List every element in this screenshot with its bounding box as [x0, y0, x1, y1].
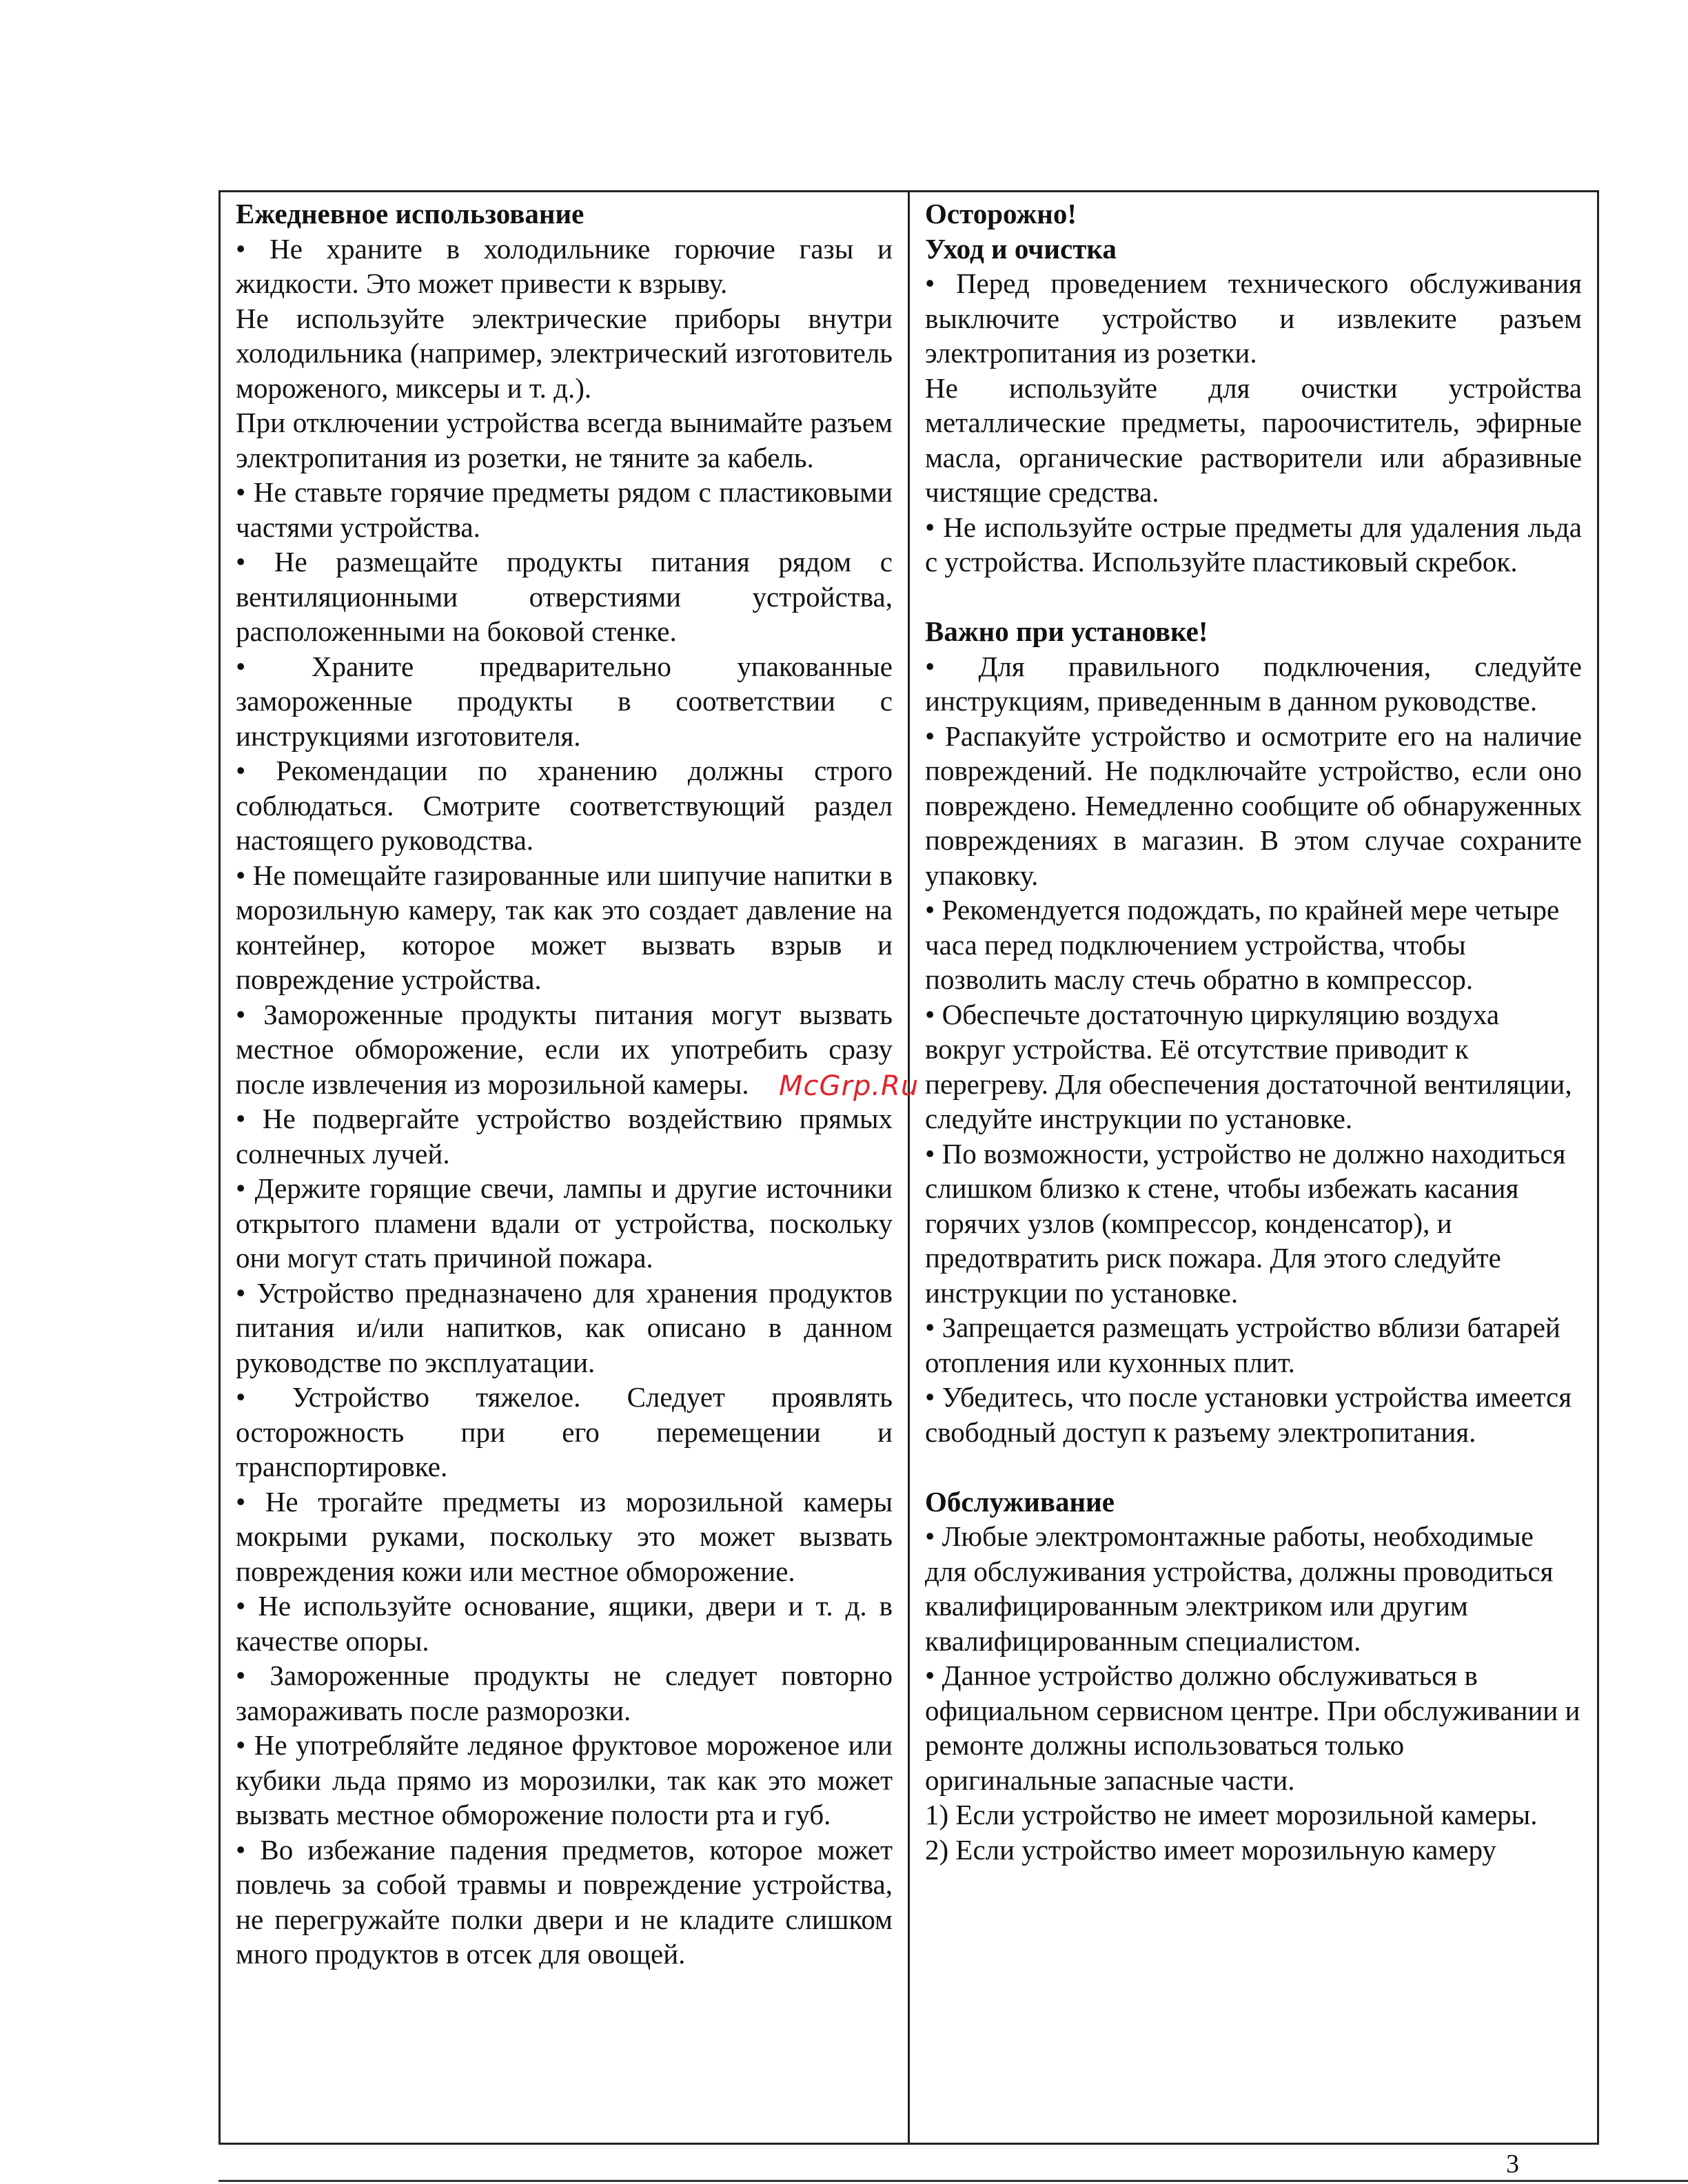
install-paragraph: • По возможности, устройство не должно находиться слишком близко к стене, чтобы избежать касания горячих узлов (компрессор, конденсатор), и предотвратить риск пожара. Для этого следуйте инструкции по установке. [925, 1137, 1566, 1309]
right-column [909, 192, 1598, 2144]
watermark-text: McGrp.Ru [779, 1070, 919, 1102]
care-paragraph: Не используйте для очистки устройства металлические предметы, пароочиститель, эфирные масла, органические растворители или абразивные чистящие средства. [925, 371, 1582, 508]
left-paragraph: • Не размещайте продукты питания рядом с вентиляционными отверстиями устройства, расположенными на боковой стенке. [236, 546, 893, 647]
section-gap [925, 1449, 1582, 1484]
left-paragraph: Не используйте электрические приборы внутри холодильника (например, электрический изготовитель мороженого, миксеры и т. д.). [236, 302, 893, 404]
left-paragraph: • Храните предварительно упакованные замороженные продукты в соответствии с инструкциями изготовителя. [236, 650, 893, 752]
left-paragraph: При отключении устройства всегда вынимайте разъем электропитания из розетки, не тяните за кабель. [236, 407, 893, 473]
left-paragraph: • Во избежание падения предметов, которое может повлечь за собой травмы и повреждение устройства, не перегружайте полки двери и не кладите слишком много продуктов в отсек для овощей. [236, 1833, 893, 1970]
left-paragraph: • Не употребляйте ледяное фруктовое мороженое или кубики льда прямо из морозилки, так как это может вызвать местное обморожение полости рта и губ. [236, 1729, 893, 1830]
left-column [220, 192, 909, 2144]
left-paragraph: • Устройство тяжелое. Следует проявлять осторожность при его перемещении и транспортировке. [236, 1381, 893, 1482]
service-paragraph: 2) Если устройство имеет морозильную камеру [925, 1833, 1496, 1866]
section-gap [925, 580, 1582, 615]
left-paragraph: • Не ставьте горячие предметы рядом с пластиковыми частями устройства. [236, 476, 893, 543]
care-heading: Уход и очистка [925, 232, 1117, 265]
left-paragraph: • Замороженные продукты не следует повторно замораживать после разморозки. [236, 1660, 893, 1726]
left-paragraph: • Замороженные продукты питания могут вызвать местное обморожение, если их употребить сразу после извлечения из морозильной камеры. [236, 998, 893, 1100]
care-paragraph: • Перед проведением технического обслуживания выключите устройство и извлеките разъем электропитания из розетки. [925, 267, 1582, 369]
left-paragraph: • Рекомендации по хранению должны строго соблюдаться. Смотрите соответствующий раздел настоящего руководства. [236, 755, 893, 856]
service-heading: Обслуживание [925, 1485, 1115, 1518]
left-paragraph: • Не трогайте предметы из морозильной камеры мокрыми руками, поскольку это может вызвать повреждения кожи или местное обморожение. [236, 1485, 893, 1587]
caution-heading: Осторожно! [925, 198, 1077, 229]
install-paragraph: • Рекомендуется подождать, по крайней мере четыре часа перед подключением устройства, чтобы позволить маслу стечь обратно в компрессор. [925, 894, 1560, 995]
install-paragraph: • Для правильного подключения, следуйте инструкциям, приведенным в данном руководстве. [925, 650, 1582, 717]
install-paragraph: • Убедитесь, что после установки устройства имеется свободный доступ к разъему электропитания. [925, 1381, 1572, 1448]
left-paragraph: • Устройство предназначено для хранения продуктов питания и/или напитков, как описано в данном руководстве по эксплуатации. [236, 1276, 893, 1378]
left-paragraph: • Держите горящие свечи, лампы и другие источники открытого пламени вдали от устройства, поскольку они могут стать причиной пожара. [236, 1172, 893, 1274]
install-paragraph: • Запрещается размещать устройство вблизи батарей отопления или кухонных плит. [925, 1312, 1560, 1378]
service-paragraph: • Данное устройство должно обслуживаться в официальном сервисном центре. При обслуживании и ремонте должны использоваться только оригинальные запасные части. [925, 1660, 1580, 1796]
footer-divider [218, 2180, 1688, 2182]
left-paragraph: • Не подвергайте устройство воздействию прямых солнечных лучей. [236, 1103, 893, 1170]
left-paragraph: • Не используйте основание, ящики, двери и т. д. в качестве опоры. [236, 1590, 893, 1657]
left-paragraph: • Не помещайте газированные или шипучие напитки в морозильную камеру, так как это создает давление на контейнер, которое может вызвать взрыв и повреждение устройства. [236, 859, 893, 995]
install-heading: Важно при установке! [925, 615, 1208, 647]
left-paragraph: • Не храните в холодильнике горючие газы и жидкости. Это может привести к взрыву. [236, 232, 893, 299]
install-paragraph: • Распакуйте устройство и осмотрите его на наличие повреждений. Не подключайте устройство, если оно повреждено. Немедленно сообщите об обнаруженных повреждениях в магазин. В этом случае сохраните упаковку. [925, 720, 1582, 891]
service-paragraph: 1) Если устройство не имеет морозильной камеры. [925, 1799, 1538, 1830]
daily-use-heading: Ежедневное использование [236, 198, 584, 229]
care-paragraph: • Не используйте острые предметы для удаления льда с устройства. Используйте пластиковый скребок. [925, 511, 1582, 578]
safety-table [218, 190, 1599, 2145]
page-number: 3 [1506, 2150, 1519, 2178]
install-paragraph: • Обеспечьте достаточную циркуляцию воздуха вокруг устройства. Её отсутствие приводит к перегреву. Для обеспечения достаточной вентиляции, следуйте инструкции по установке. [925, 998, 1572, 1134]
service-paragraph: • Любые электромонтажные работы, необходимые для обслуживания устройства, должны проводиться квалифицированным электриком или другим квалифицированным специалистом. [925, 1520, 1554, 1657]
